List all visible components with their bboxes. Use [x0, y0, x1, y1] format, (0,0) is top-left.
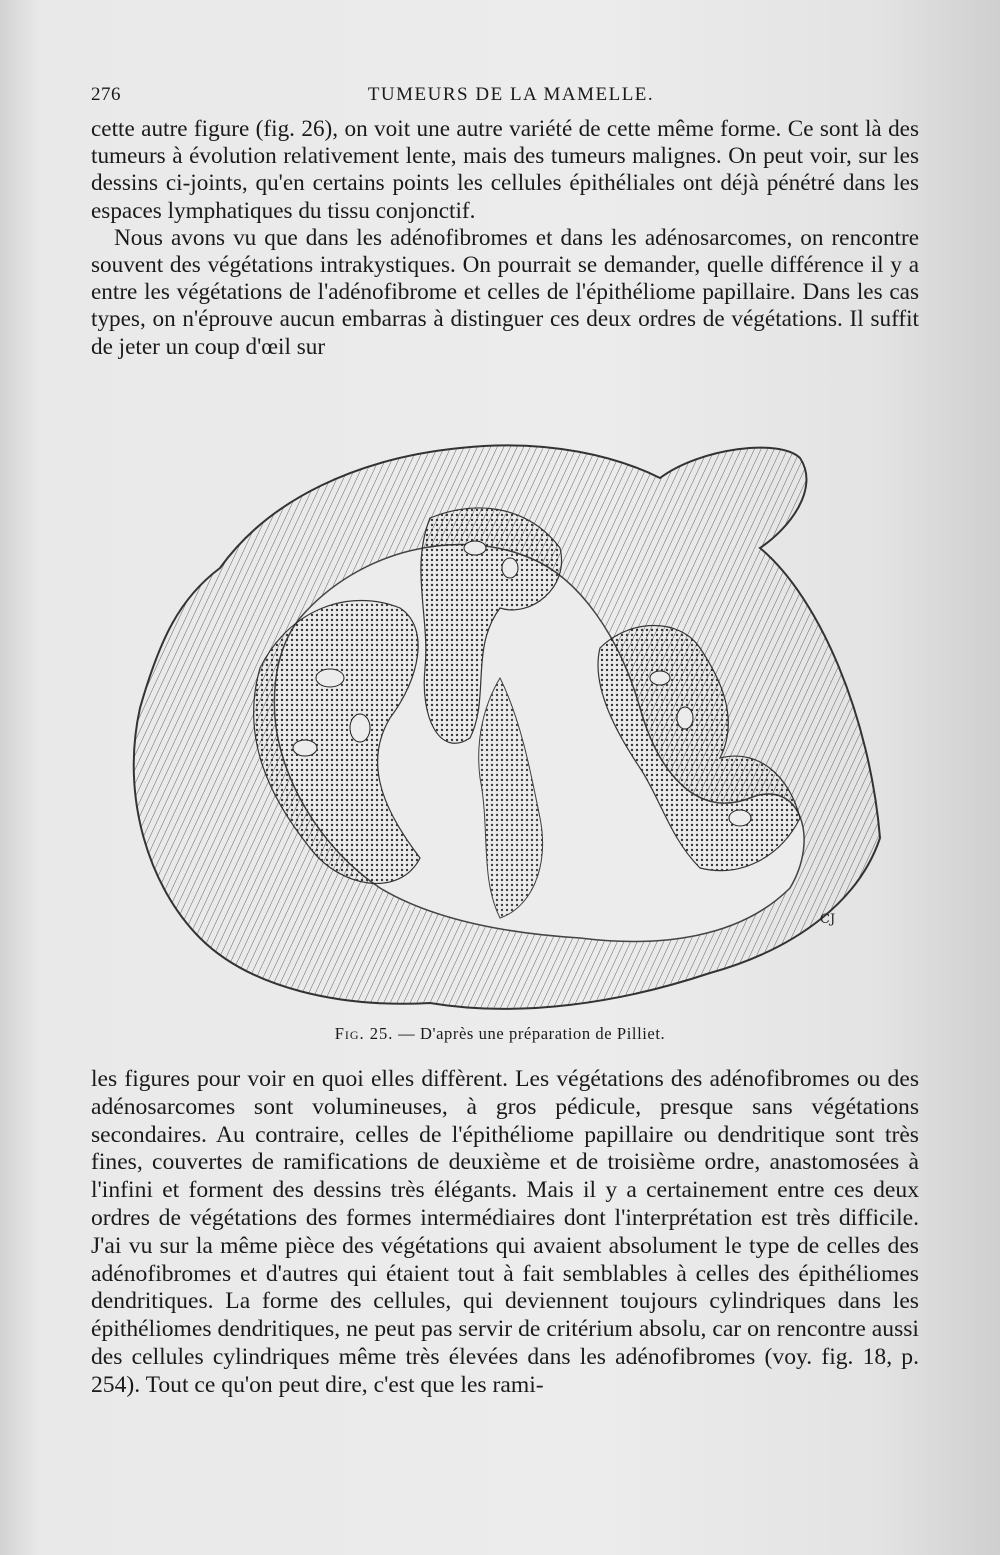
paragraph-1: cette autre figure (fig. 26), on voit une autre variété de cette même forme. Ce sont là des tumeurs à évolution relativement lente, mais des tumeurs malignes. On peut voir, sur les dessins ci-joints, qu'en certains points les cellules épithéliales ont déjà pénétré dans les espaces lymphatiques du tissu conjonctif.	[91, 116, 919, 224]
page-number: 276	[91, 84, 121, 105]
figure-signature: CJ	[820, 912, 836, 927]
paragraph-3: les figures pour voir en quoi elles diffèrent. Les végétations des adénofibromes ou des adénosarcomes sont volumineuses, à gros pédicule, presque sans végétations secondaires. Au contraire, celles de l'épithéliome papillaire ou dendritique sont très fines, couvertes de ramifications de deuxième et de troisième ordre, anastomosées à l'infini et forment des dessins très élégants. Mais il y a certainement entre ces deux ordres de végétations des formes intermédiaires dont l'interprétation est très difficile. J'ai vu sur la même pièce des végétations qui avaient absolument le type de celles des adénofibromes et d'autres qui étaient tout à fait semblables à celles des épithéliomes dendritiques. La forme des cellules, qui deviennent toujours cylindriques dans les épithéliomes dendritiques, ne peut pas servir de critérium absolu, car on rencontre aussi des cellules cylindriques même très élevées dans les adénofibromes (voy. fig. 18, p. 254). Tout ce qu'on peut dire, c'est que les rami-	[91, 1066, 919, 1398]
figure-caption	[0, 1024, 1000, 1044]
running-title: TUMEURS DE LA MAMELLE.	[367, 84, 655, 105]
histology-engraving-icon	[100, 418, 910, 1023]
figure-illustration	[100, 418, 910, 1023]
figure-caption-text: — D'après une préparation de Pilliet.	[398, 1024, 666, 1043]
text-block-top	[91, 116, 919, 361]
text-block-bottom	[91, 1066, 919, 1400]
paragraph-2: Nous avons vu que dans les adénofibromes et dans les adénosarcomes, on rencontre souvent des végétations intrakystiques. On pourrait se demander, quelle différence il y a entre les végétations de l'adénofibrome et celles de l'épithéliome papillaire. Dans les cas types, on n'éprouve aucun embarras à distinguer ces deux ordres de végétations. Il suffit de jeter un coup d'œil sur	[91, 224, 919, 360]
figure-label: Fig. 25.	[334, 1024, 394, 1043]
page-header	[91, 84, 931, 110]
